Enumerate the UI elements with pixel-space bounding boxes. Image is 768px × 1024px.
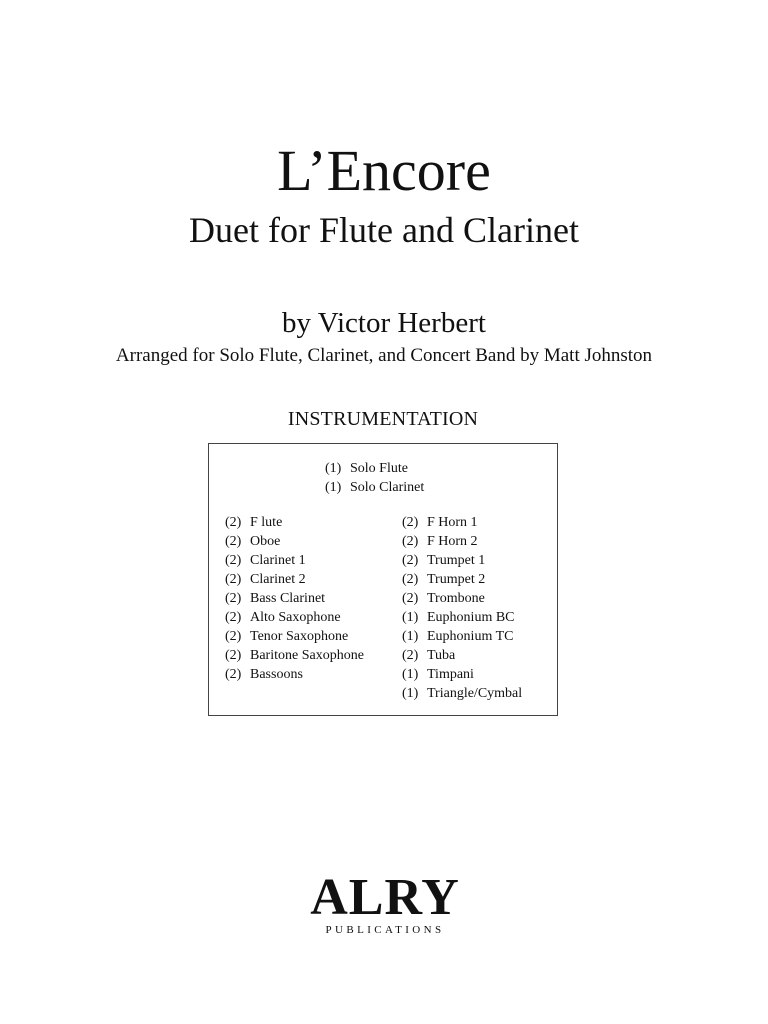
instrument-qty: (2)	[225, 610, 242, 625]
instrument-qty: (2)	[402, 553, 419, 568]
instrument-qty: (1)	[402, 667, 419, 682]
instrument-item	[225, 513, 364, 532]
instrument-qty: (2)	[402, 591, 419, 606]
instrument-item	[225, 646, 364, 665]
instrument-name: Clarinet 1	[250, 553, 306, 568]
instrument-item	[225, 627, 364, 646]
instrument-name: Euphonium TC	[427, 629, 514, 644]
instrument-name: Bassoons	[250, 667, 303, 682]
instrument-item	[402, 665, 522, 684]
publisher-logo-wordmark: ALRY	[310, 869, 460, 926]
instrument-name: Trombone	[427, 591, 485, 606]
instrument-item	[402, 627, 522, 646]
publisher-logo	[310, 870, 460, 936]
instrument-qty: (2)	[225, 515, 242, 530]
instrument-qty: (2)	[402, 534, 419, 549]
instrument-name: Tenor Saxophone	[250, 629, 349, 644]
instrument-qty: (2)	[225, 534, 242, 549]
instrument-name: Alto Saxophone	[250, 610, 341, 625]
arranger-credit: Arranged for Solo Flute, Clarinet, and Concert Band by Matt Johnston	[115, 345, 653, 366]
instrument-name: Baritone Saxophone	[250, 648, 364, 663]
instrument-name: Euphonium BC	[427, 610, 515, 625]
instrument-item	[402, 551, 522, 570]
instrument-name: Solo Clarinet	[350, 480, 425, 495]
instrument-item	[225, 551, 364, 570]
instrument-item	[225, 589, 364, 608]
instrument-item	[225, 570, 364, 589]
instrument-item	[402, 589, 522, 608]
instrument-qty: (1)	[402, 686, 419, 701]
instrument-name: Solo Flute	[350, 461, 408, 476]
instrument-qty: (2)	[225, 591, 242, 606]
composer-credit: by Victor Herbert	[282, 307, 486, 339]
instrument-item	[225, 665, 364, 684]
instrument-name: Timpani	[427, 667, 474, 682]
instrument-name: Bass Clarinet	[250, 591, 326, 606]
instrument-qty: (2)	[225, 572, 242, 587]
instrument-name: Oboe	[250, 534, 281, 549]
instrument-name: F Horn 2	[427, 534, 478, 549]
instrument-qty: (2)	[225, 629, 242, 644]
instrument-list-right	[402, 513, 522, 703]
instrument-item	[402, 608, 522, 627]
instrument-qty: (1)	[402, 629, 419, 644]
instrument-item	[325, 478, 424, 497]
instrument-qty: (1)	[325, 461, 342, 476]
instrument-item	[402, 570, 522, 589]
instrument-item	[402, 532, 522, 551]
instrument-name: Trumpet 1	[427, 553, 486, 568]
instrument-qty: (2)	[225, 667, 242, 682]
instrument-name: Trumpet 2	[427, 572, 486, 587]
instrument-list-left	[225, 513, 364, 684]
instrument-item	[225, 608, 364, 627]
solo-instrument-list	[325, 459, 424, 497]
instrument-item	[402, 646, 522, 665]
instrument-qty: (2)	[402, 515, 419, 530]
instrument-qty: (1)	[325, 480, 342, 495]
instrument-name: F Horn 1	[427, 515, 478, 530]
instrument-item	[402, 684, 522, 703]
instrument-item	[225, 532, 364, 551]
instrument-item	[325, 459, 424, 478]
page-title: L’Encore	[277, 138, 491, 203]
page-subtitle: Duet for Flute and Clarinet	[189, 210, 579, 250]
instrument-qty: (2)	[402, 648, 419, 663]
instrument-name: Triangle/Cymbal	[427, 686, 523, 701]
instrument-qty: (1)	[402, 610, 419, 625]
instrument-qty: (2)	[225, 553, 242, 568]
instrumentation-box	[208, 443, 558, 716]
instrument-qty: (2)	[225, 648, 242, 663]
instrument-name: Tuba	[427, 648, 456, 663]
instrument-qty: (2)	[402, 572, 419, 587]
instrumentation-heading: INSTRUMENTATION	[287, 408, 479, 430]
publisher-logo-subtitle: PUBLICATIONS	[325, 924, 445, 936]
instrument-item	[402, 513, 522, 532]
instrument-name: Clarinet 2	[250, 572, 306, 587]
instrument-name: F lute	[250, 515, 283, 530]
